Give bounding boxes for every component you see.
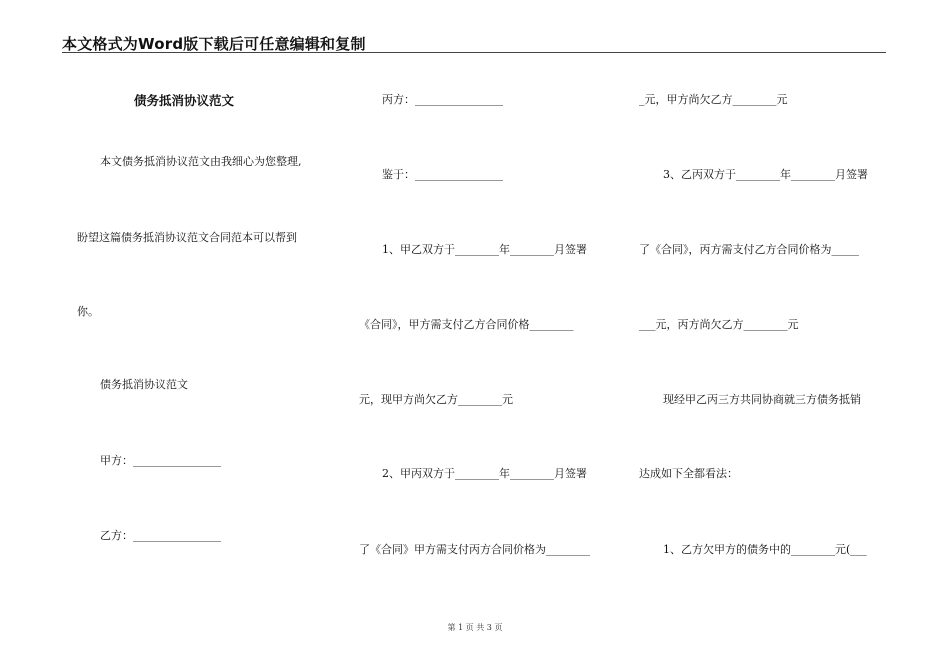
- section-subtitle: 债务抵消协议范文: [100, 378, 188, 391]
- clause-3-line-1: 3、乙丙双方于________年________月签署: [663, 168, 868, 181]
- document-title: 债务抵消协议范文: [134, 93, 235, 108]
- intro-line-2: 盼望这篇债务抵消协议范文合同范本可以帮到: [77, 231, 297, 244]
- intro-line-1: 本文债务抵消协议范文由我细心为您整理,: [100, 155, 302, 168]
- whereas-line: 鉴于：________________: [382, 168, 503, 181]
- party-c-line: 丙方：________________: [382, 93, 503, 106]
- party-b-line: 乙方：________________: [100, 529, 221, 542]
- party-a-line: 甲方：________________: [100, 454, 221, 467]
- document-header-title: 本文格式为Word版下载后可任意编辑和复制: [62, 35, 366, 53]
- clause-2-line-2: 了《合同》甲方需支付丙方合同价格为________: [359, 543, 590, 556]
- item-1-line: 1、乙方欠甲方的债务中的________元(___: [663, 543, 867, 556]
- clause-3-line-2: 了《合同》，丙方需支付乙方合同价格为_____: [639, 243, 859, 256]
- agreement-line-2: 达成如下全都看法：: [639, 467, 738, 480]
- intro-line-3: 你。: [77, 305, 99, 318]
- clause-3-line-3: ___元，丙方尚欠乙方________元: [639, 318, 799, 331]
- agreement-line-1: 现经甲乙丙三方共同协商就三方债务抵销: [663, 393, 861, 406]
- clause-1-line-2: 《合同》，甲方需支付乙方合同价格________: [359, 318, 574, 331]
- clause-1-line-1: 1、甲乙双方于________年________月签署: [382, 243, 587, 256]
- col3-line-1: _元，甲方尚欠乙方________元: [639, 93, 788, 106]
- clause-2-line-1: 2、甲丙双方于________年________月签署: [382, 467, 587, 480]
- header-divider: [62, 52, 886, 53]
- page-number: 第 1 页 共 3 页: [447, 623, 503, 632]
- clause-1-line-3: 元，现甲方尚欠乙方________元: [359, 393, 513, 406]
